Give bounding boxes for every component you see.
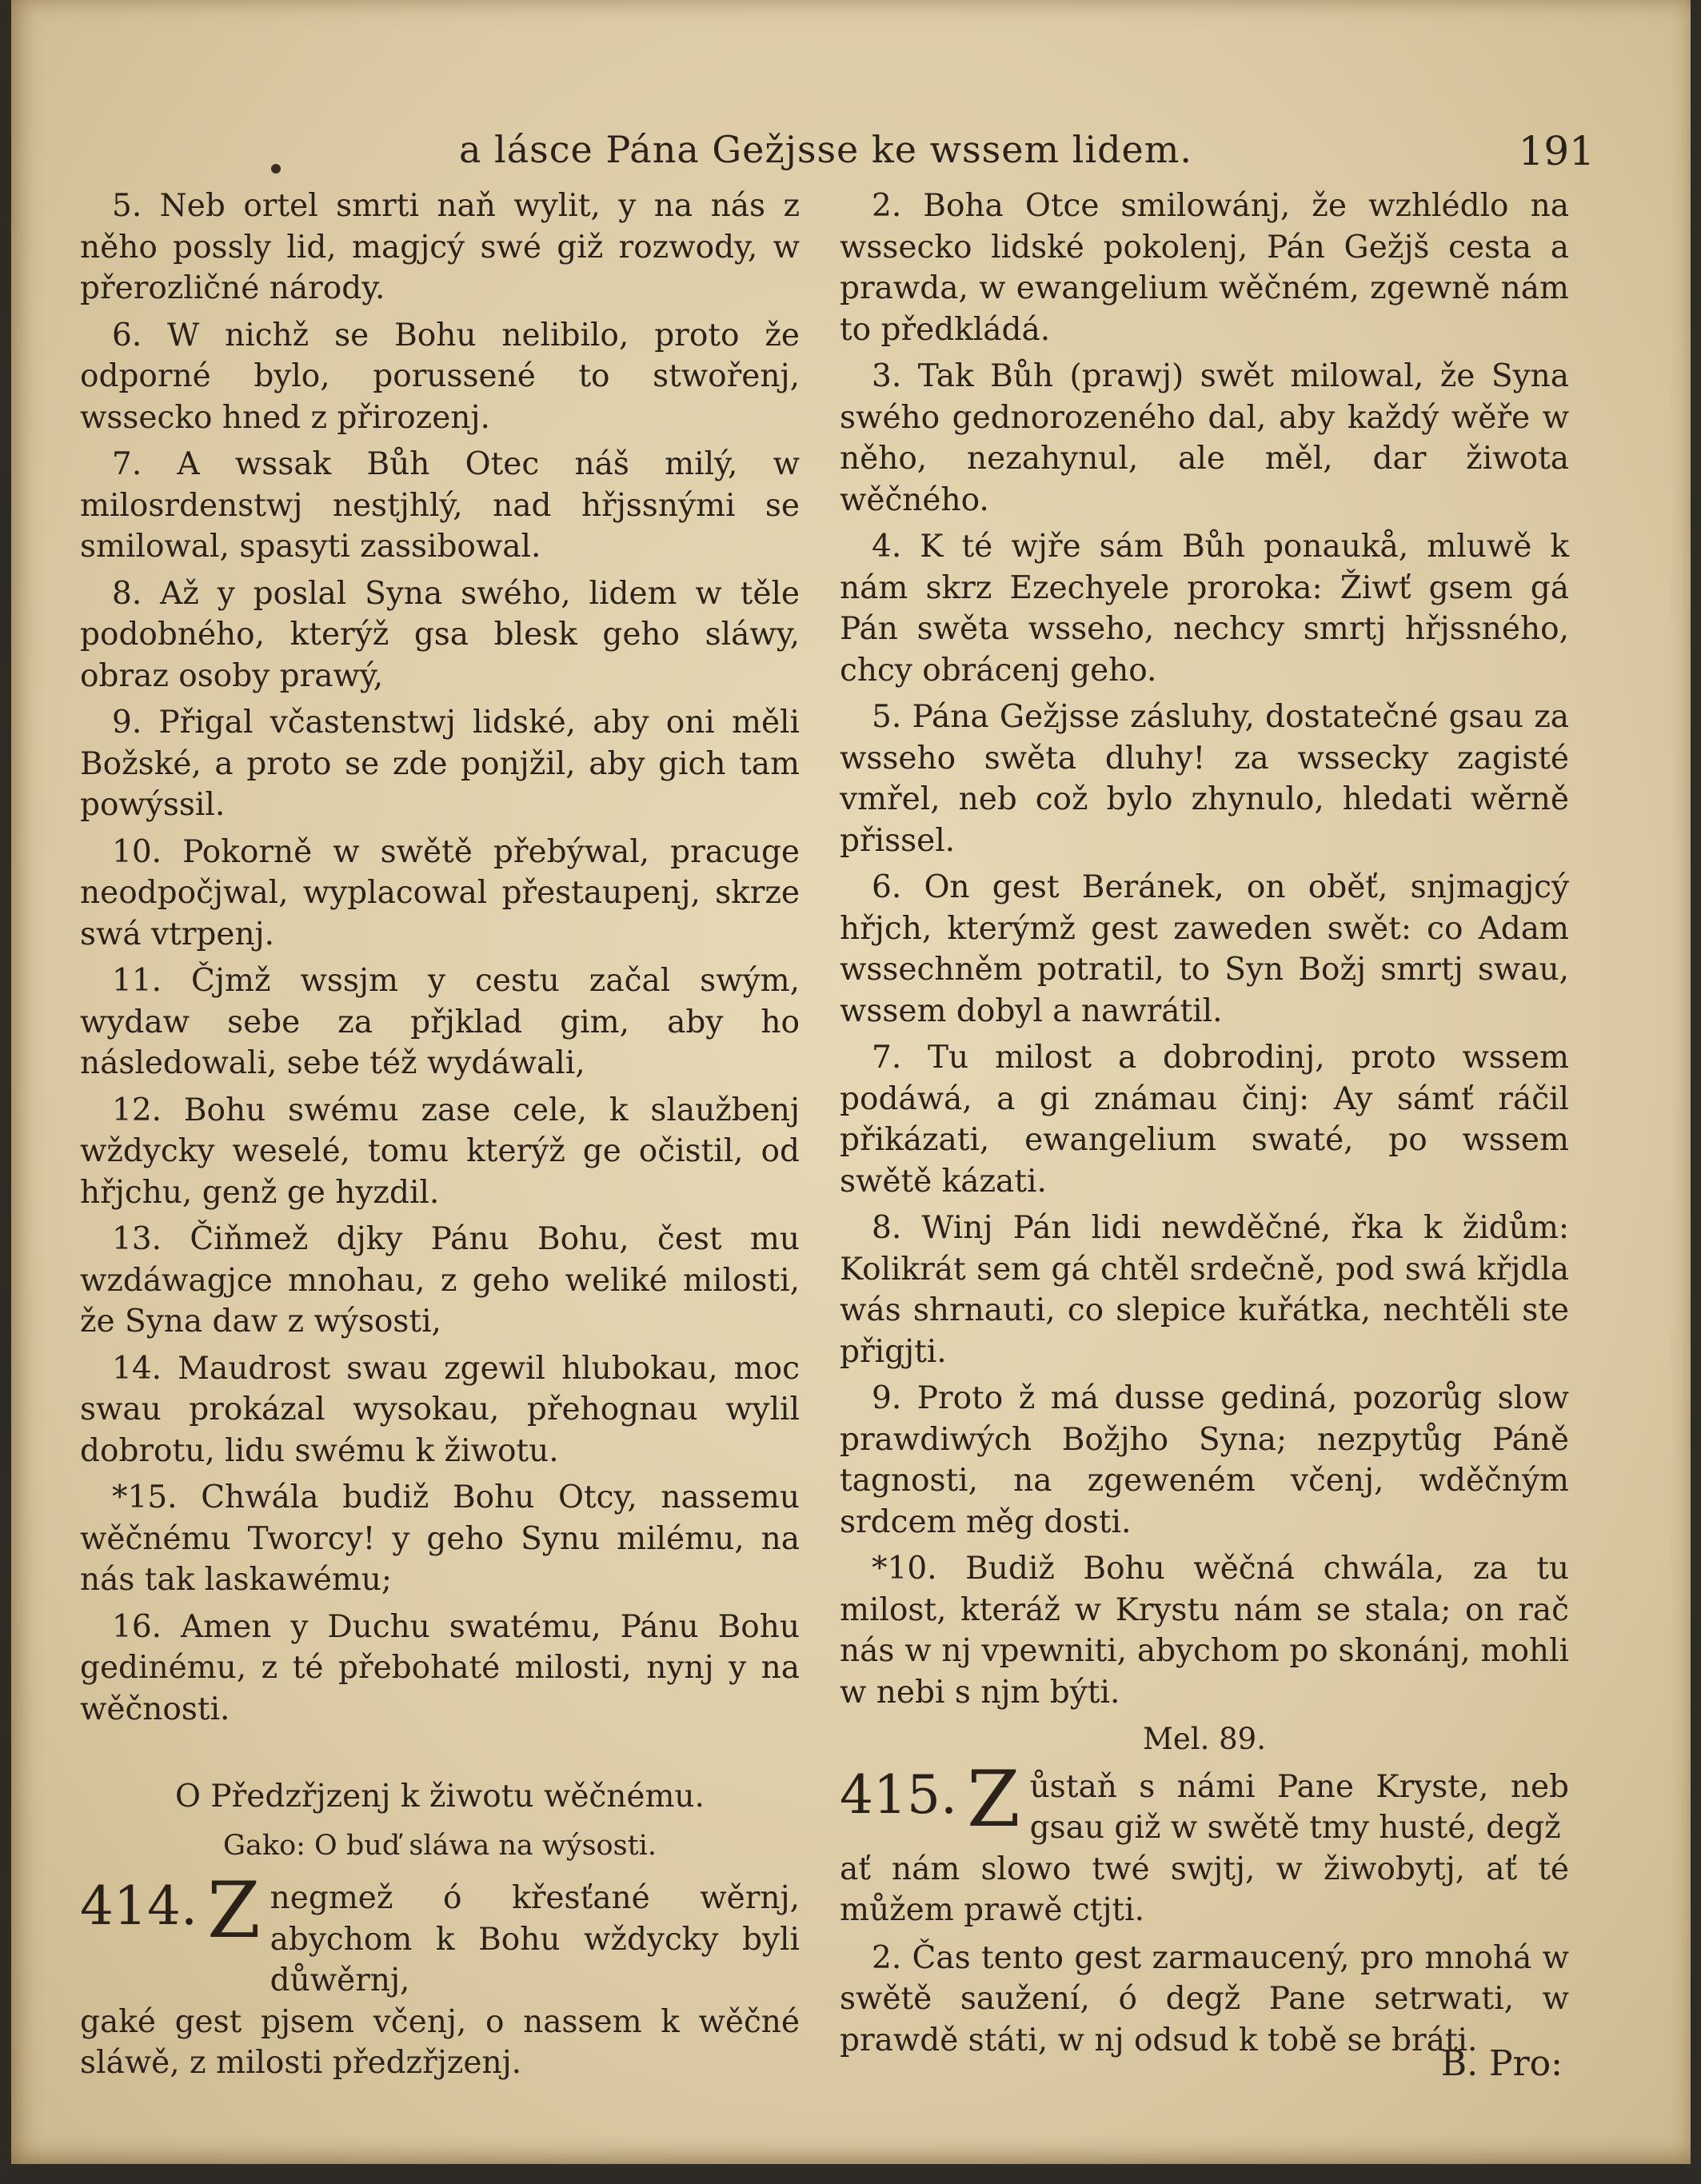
verse: 12. Bohu swému zase cele, k slaužbenj wždycky weselé, tomu kterýž ge očistil, od hřjchu, genž ge hyzdil. (80, 1092, 800, 1211)
verse: 7. A wssak Bůh Otec náš milý, w milosrdenstwj nestjhlý, nad hřjssnými se smilowal, spasyti zassibowal. (80, 446, 800, 565)
right-column (840, 186, 1569, 2066)
hymn-first-lines: negmež ó křesťané wěrnj, abychom k Bohu wždycky byli důwěrnj, (270, 1880, 800, 1998)
ink-spot (271, 164, 281, 174)
verse: 8. Winj Pán lidi newděčné, řka k židům: Kolikrát sem gá chtěl srdečně, pod swá křjdla wás shrnauti, co slepice kuřátka, nechtěli ste přigjti. (840, 1210, 1569, 1370)
hymn-number: 414. (80, 1875, 198, 1937)
left-column (80, 186, 800, 2090)
verse: 9. Proto ž má dusse gediná, pozorůg slow prawdiwých Božjho Syna; nezpytůg Páně tagnosti, na zgeweném včenj, wděčným srdcem měg dosti. (840, 1380, 1569, 1540)
verse: 14. Maudrost swau zgewil hlubokau, moc swau prokázal wysokau, přehognau wylil dobrotu, lidu swému k žiwotu. (80, 1350, 800, 1469)
verse: 9. Přigal včastenstwj lidské, aby oni měli Božské, a proto se zde ponjžil, aby gich tam powýssil. (80, 705, 800, 823)
verse: 4. K té wjře sám Bůh ponaukå, mluwě k nám skrz Ezechyele proroka: Žiwť gsem gá Pán swěta wsseho, nechcy smrtj hřjssného, chcy obrácenj geho. (840, 529, 1569, 689)
verse: 13. Čiňmež djky Pánu Bohu, čest mu wzdáwagjce mnohau, z geho weliké milosti, že Syna daw z wýsosti, (80, 1221, 800, 1340)
verse: 7. Tu milost a dobrodinj, proto wssem podáwá, a gi známau činj: Ay sámť ráčil přikázati, ewangelium swaté, po wssem swětě kázati. (840, 1040, 1569, 1200)
running-head: a lásce Pána Gežjsse ke wssem lidem. (459, 128, 1193, 171)
hymn-continuation: ať nám slowo twé swjtj, w žiwobytj, ať té můžem prawě ctjti. (840, 1851, 1569, 1928)
hymn-414 (80, 1866, 800, 2084)
verse: 10. Pokorně w swětě přebýwal, pracuge neodpočjwal, wyplacowal přestaupenj, skrze swá vtrpenj. (80, 833, 800, 952)
page-number: 191 (1518, 128, 1595, 174)
book-page (11, 0, 1691, 2164)
verse: *15. Chwála budiž Bohu Otcy, nassemu wěčnému Tworcy! y geho Synu milému, na nás tak laskawému; (80, 1479, 800, 1598)
verse: 6. On gest Beránek, on oběť, snjmagjcý hřjch, kterýmž gest zaweden swět: co Adam wssechněm potratil, to Syn Božj smrtj swau, wssem dobyl a nawrátil. (840, 869, 1569, 1029)
drop-initial: Z (966, 1754, 1020, 1844)
hymn-continuation: gaké gest pjsem včenj, o nassem k wěčné sláwě, z milosti předzřjzenj. (80, 2003, 800, 2081)
verse: 8. Až y poslal Syna swého, lidem w těle podobného, kterýž gsa blesk geho sláwy, obraz osoby prawý, (80, 575, 800, 694)
verse: 3. Tak Bůh (prawj) swět milowal, že Syna swého gednorozeného dal, aby každý wěře w něho, nezahynul, ale měl, dar žiwota wěčného. (840, 358, 1569, 518)
verse: 5. Neb ortel smrti naň wylit, y na nás z něho possly lid, magjcý swé giž rozwody, w přerozličné národy. (80, 188, 800, 306)
melody-line: Gako: O buď sláwa na wýsosti. (223, 1829, 657, 1862)
hymn-first-lines: ůstaň s námi Pane Kryste, neb gsau giž w swětě tmy husté, degž (1029, 1768, 1569, 1846)
verse: 2. Boha Otce smilowánj, že wzhlédlo na wssecko lidské pokolenj, Pán Gežjš cesta a prawda, w ewangelium wěčném, zgewně nám to předkládá. (840, 188, 1569, 348)
page-header (459, 120, 1595, 184)
verse: 11. Čjmž wssjm y cestu začal swým, wydaw sebe za přjklad gim, aby ho následowali, sebe též wydáwali, (80, 963, 800, 1081)
melody-reference: Mel. 89. (1143, 1722, 1266, 1756)
verse: 6. W nichž se Bohu nelibilo, proto že odporné bylo, porussené to stwořenj, wssecko hned z přirozenj. (80, 317, 800, 436)
section-title: O Předzřjzenj k žiwotu wěčnému. (175, 1779, 705, 1815)
verse: *10. Budiž Bohu wěčná chwála, za tu milost, kteráž w Krystu nám se stala; on rač nás w nj vpewniti, abychom po skonánj, mohli w nebi s njm býti. (840, 1551, 1569, 1711)
catchword: B. Pro: (1440, 2043, 1563, 2084)
verse: 2. Čas tento gest zarmaucený, pro mnohá w swětě saužení, ó degž Pane setrwati, w prawdě státi, w nj odsud k tobě se bráti. (840, 1939, 1569, 2058)
verse: 16. Amen y Duchu swatému, Pánu Bohu gedinému, z té přebohaté milosti, nynj y na wěčnosti. (80, 1608, 800, 1727)
verse: 5. Pána Gežjsse zásluhy, dostatečné gsau za wsseho swěta dluhy! za wssecky zagisté vmřel, neb což bylo zhynulo, hledati wěrně přissel. (840, 699, 1569, 859)
hymn-415 (840, 1754, 1569, 1931)
drop-initial: Z (206, 1866, 261, 1955)
hymn-number: 415. (840, 1763, 957, 1826)
